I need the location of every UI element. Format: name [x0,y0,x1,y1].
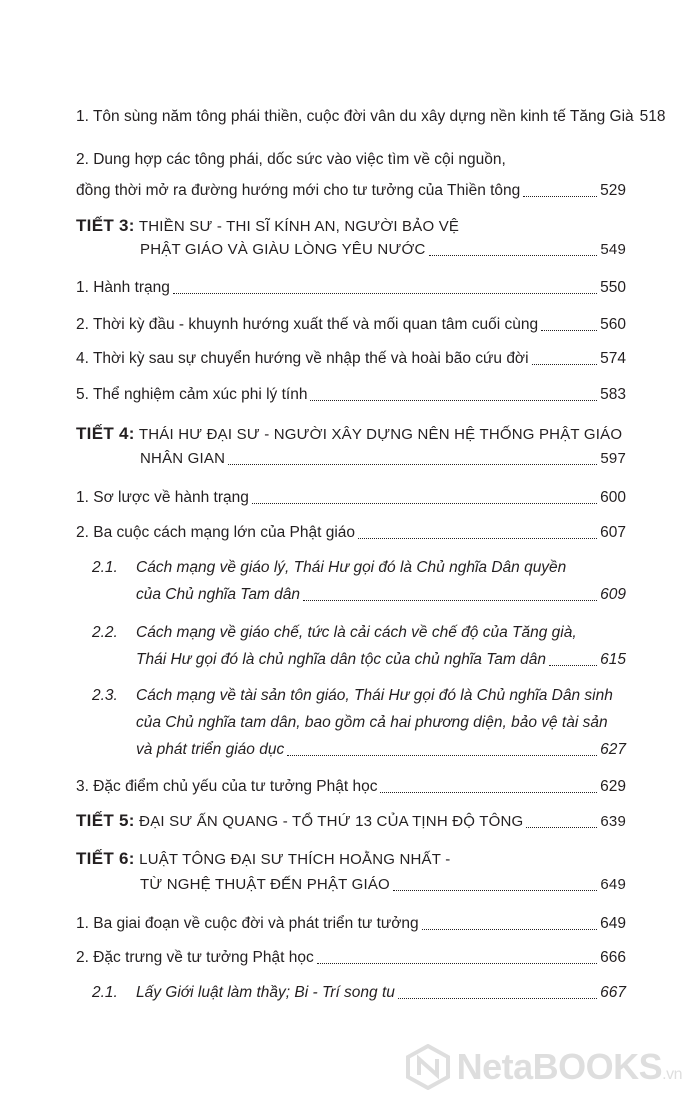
toc-entry[interactable]: 4. Thời kỳ sau sự chuyển hướng về nhập thế và hoài bão cứu đời 574 [76,350,626,367]
leader-dots [252,502,597,504]
toc-entry[interactable]: 1. Tôn sùng năm tông phái thiền, cuộc đời vân du xây dựng nền kinh tế Tăng Già 518 [76,108,666,125]
section-heading[interactable]: TIẾT 6: LUẬT TÔNG ĐẠI SƯ THÍCH HOẰNG NHẤT - [76,849,451,868]
page-number: 550 [600,279,626,296]
page-number: 597 [600,450,626,467]
page-number: 666 [600,949,626,966]
toc-subentry[interactable]: Thái Hư gọi đó là chủ nghĩa dân tộc của chủ nghĩa Tam dân 615 [136,651,626,668]
toc-entry[interactable]: 2. Thời kỳ đầu - khuynh hướng xuất thế và mối quan tâm cuối cùng 560 [76,316,626,333]
leader-dots [393,889,597,891]
leader-dots [358,537,597,539]
section-heading-line2[interactable]: TỪ NGHỆ THUẬT ĐẾN PHẬT GIÁO 649 [140,876,626,893]
toc-entry-line: 2. Dung hợp các tông phái, dốc sức vào việc tìm về cội nguồn, [76,151,506,168]
section-heading[interactable]: TIẾT 4: THÁI HƯ ĐẠI SƯ - NGƯỜI XÂY DỰNG NÊN HỆ THỐNG PHẬT GIÁO [76,424,623,443]
leader-dots [523,195,597,197]
section-heading[interactable]: TIẾT 3: THIỀN SƯ - THI SĨ KÍNH AN, NGƯỜI BẢO VỆ [76,216,460,235]
toc-subentry-line: 2.1. Cách mạng về giáo lý, Thái Hư gọi đó là Chủ nghĩa Dân quyền [92,559,567,576]
page-number: 667 [600,984,626,1001]
page-number: 574 [600,350,626,367]
page-number: 583 [600,386,626,403]
toc-subentry-line: 2.2. Cách mạng về giáo chế, tức là cải cách về chế độ của Tăng già, [92,624,577,641]
page-number: 529 [600,182,626,199]
leader-dots [228,463,597,465]
neta-logo-icon [405,1044,451,1090]
toc-entry[interactable]: 1. Ba giai đoạn về cuộc đời và phát triển tư tưởng 649 [76,915,626,932]
toc-entry[interactable]: 2. Ba cuộc cách mạng lớn của Phật giáo 607 [76,524,626,541]
page-number: 649 [600,915,626,932]
toc-entry[interactable]: 3. Đặc điểm chủ yếu của tư tưởng Phật học 629 [76,778,626,795]
page-number: 649 [600,876,626,893]
watermark-text: NetaBOOKS.vn [456,1046,682,1087]
toc-subentry-line: 2.3. Cách mạng về tài sản tôn giáo, Thái Hư gọi đó là Chủ nghĩa Dân sinh [92,687,613,704]
toc-subentry-line: của Chủ nghĩa tam dân, bao gồm cả hai phương diện, bảo vệ tài sản [136,714,608,731]
page-number: 627 [600,741,626,758]
section-heading[interactable]: TIẾT 5: ĐẠI SƯ ẤN QUANG - TỔ THỨ 13 CỦA TỊNH ĐỘ TÔNG 639 [76,811,626,830]
toc-subentry[interactable]: của Chủ nghĩa Tam dân 609 [136,586,626,603]
page-number: 560 [600,316,626,333]
leader-dots [380,791,597,793]
page-number: 609 [600,586,626,603]
page-number: 518 [639,108,666,125]
page-number: 607 [600,524,626,541]
page-number: 600 [600,489,626,506]
page-number: 615 [600,651,626,668]
leader-dots [422,928,597,930]
leader-dots [541,329,597,331]
leader-dots [303,599,597,601]
toc-subentry[interactable]: 2.1. Lấy Giới luật làm thầy; Bi - Trí song tu 667 [92,984,626,1001]
section-heading-line2[interactable]: NHÂN GIAN 597 [140,450,626,467]
toc-entry[interactable]: 1. Sơ lược về hành trạng 600 [76,489,626,506]
leader-dots [429,254,598,256]
toc-entry[interactable]: 5. Thể nghiệm cảm xúc phi lý tính 583 [76,386,626,403]
leader-dots [317,962,597,964]
toc-entry[interactable]: 1. Hành trạng 550 [76,279,626,296]
toc-subentry[interactable]: và phát triển giáo dục 627 [136,741,626,758]
leader-dots [532,363,598,365]
toc-entry[interactable]: đồng thời mở ra đường hướng mới cho tư tưởng của Thiền tông 529 [76,182,626,199]
section-heading-line2[interactable]: PHẬT GIÁO VÀ GIÀU LÒNG YÊU NƯỚC 549 [140,241,626,258]
leader-dots [398,997,597,999]
leader-dots [526,826,597,828]
page-number: 549 [600,241,626,258]
leader-dots [310,399,597,401]
page-number: 639 [600,813,626,830]
page-number: 629 [600,778,626,795]
leader-dots [287,754,597,756]
watermark-logo [405,1044,682,1090]
leader-dots [173,292,597,294]
toc-entry[interactable]: 2. Đặc trưng về tư tưởng Phật học 666 [76,949,626,966]
leader-dots [549,664,597,666]
